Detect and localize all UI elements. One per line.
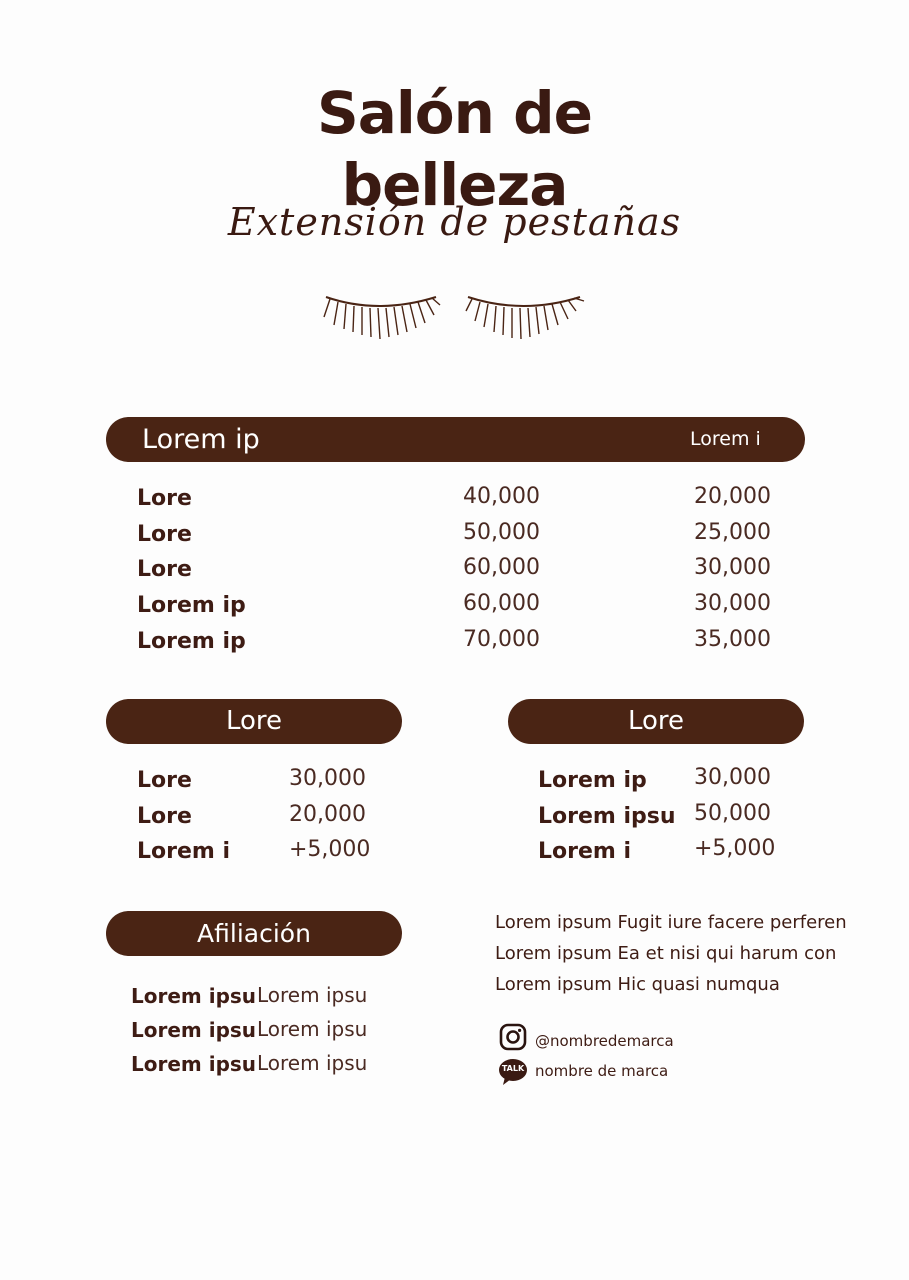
price-value: +5,000 bbox=[289, 837, 371, 862]
main-section-header bbox=[106, 417, 805, 462]
talk-badge-label: TALK bbox=[501, 1064, 525, 1073]
affiliation-value: Lorem ipsu bbox=[257, 1017, 368, 1041]
page-title-line1: Salón de bbox=[317, 79, 592, 147]
info-line: Lorem ipsum Fugit iure facere perferen bbox=[495, 912, 847, 933]
page-subtitle: Extensión de pestañas bbox=[227, 200, 682, 244]
price-value: +5,000 bbox=[694, 836, 776, 861]
affiliation-label: Lorem ipsu bbox=[131, 1018, 257, 1042]
right-section-header bbox=[508, 699, 804, 744]
main-section-title: Lorem ip bbox=[142, 424, 260, 455]
price-value: 20,000 bbox=[289, 802, 366, 827]
left-section-header bbox=[106, 699, 402, 744]
price-label: Lorem i bbox=[137, 839, 231, 864]
price-value: 50,000 bbox=[694, 801, 771, 826]
kakaotalk-icon bbox=[498, 1057, 528, 1091]
affiliation-value: Lorem ipsu bbox=[257, 983, 368, 1007]
price-label: Lorem ip bbox=[137, 593, 246, 618]
price-value-secondary: 30,000 bbox=[694, 555, 771, 580]
info-line: Lorem ipsum Ea et nisi qui harum con bbox=[495, 943, 837, 964]
price-label: Lore bbox=[137, 486, 192, 511]
right-section-title: Lore bbox=[627, 706, 685, 736]
affiliation-value: Lorem ipsu bbox=[257, 1051, 368, 1075]
price-value-secondary: 20,000 bbox=[694, 484, 771, 509]
affiliation-title: Afiliación bbox=[197, 919, 311, 948]
price-label: Lorem ipsu bbox=[538, 804, 676, 829]
price-label: Lore bbox=[137, 557, 192, 582]
price-label: Lorem i bbox=[538, 839, 632, 864]
affiliation-label: Lorem ipsu bbox=[131, 984, 257, 1008]
affiliation-label: Lorem ipsu bbox=[131, 1052, 257, 1076]
price-value: 30,000 bbox=[694, 765, 771, 790]
price-value: 60,000 bbox=[463, 555, 540, 580]
price-value: 40,000 bbox=[463, 484, 540, 509]
talk-name: nombre de marca bbox=[535, 1062, 669, 1080]
price-value: 30,000 bbox=[289, 766, 366, 791]
eyelashes-icon bbox=[318, 285, 590, 349]
price-value: 50,000 bbox=[463, 520, 540, 545]
price-value: 70,000 bbox=[463, 627, 540, 652]
page-title-line2: belleza bbox=[341, 151, 568, 219]
instagram-handle: @nombredemarca bbox=[535, 1032, 674, 1050]
main-section-subtitle: Lorem i bbox=[690, 428, 761, 450]
left-section-title: Lore bbox=[225, 706, 283, 736]
price-label: Lore bbox=[137, 522, 192, 547]
price-label: Lorem ip bbox=[538, 768, 647, 793]
price-label: Lore bbox=[137, 768, 192, 793]
affiliation-header bbox=[106, 911, 402, 956]
price-value: 60,000 bbox=[463, 591, 540, 616]
price-label: Lorem ip bbox=[137, 629, 246, 654]
info-line: Lorem ipsum Hic quasi numqua bbox=[495, 974, 780, 995]
instagram-icon bbox=[499, 1023, 527, 1055]
price-label: Lore bbox=[137, 804, 192, 829]
price-value-secondary: 25,000 bbox=[694, 520, 771, 545]
price-value-secondary: 30,000 bbox=[694, 591, 771, 616]
price-value-secondary: 35,000 bbox=[694, 627, 771, 652]
